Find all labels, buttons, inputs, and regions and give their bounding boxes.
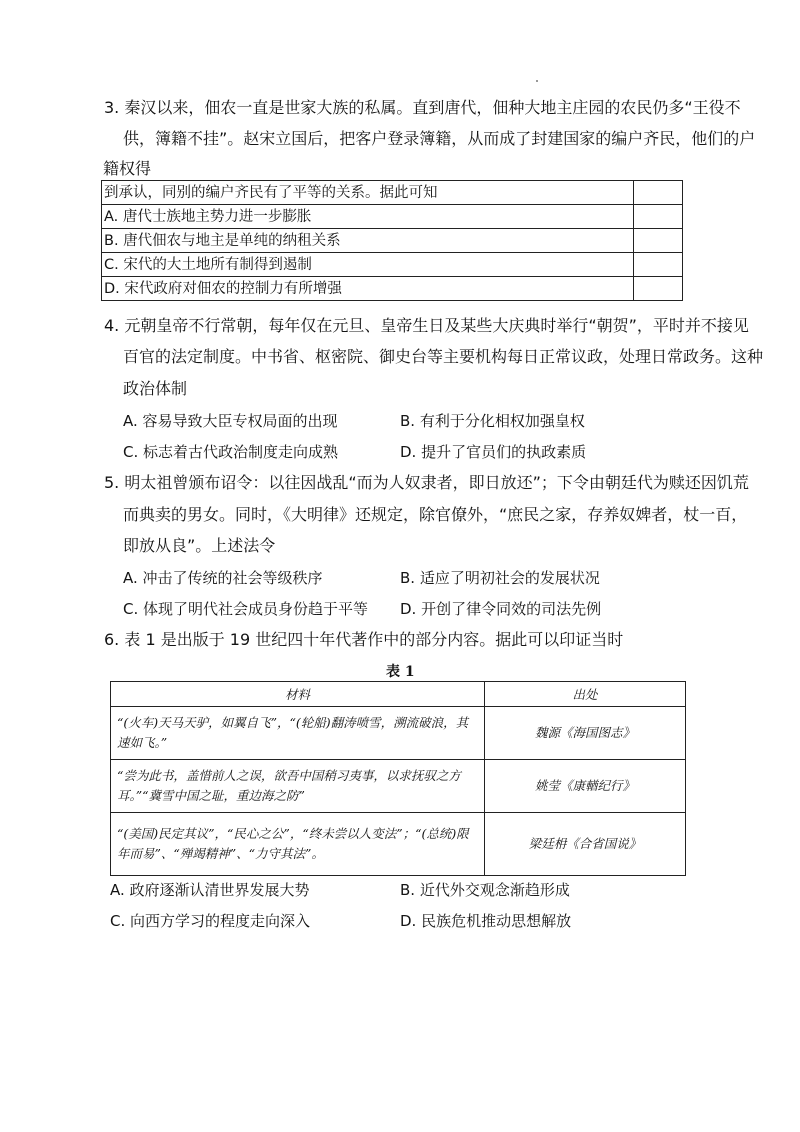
- answer-cell: [634, 253, 683, 277]
- q4-stem-line-2: 百官的法定制度。中书省、枢密院、御史台等主要机构每日正常议政，处理日常政务。这种: [123, 347, 764, 366]
- q3-stem-line-3: 籍权得: [103, 159, 152, 178]
- material-cell: “尝为此书，盖惜前人之误，欲吾中国稍习夷事，以求抚驭之方耳。”“冀雪中国之耻，重边海之防”: [111, 760, 485, 813]
- q6-option-b: B. 近代外交观念渐趋形成: [400, 881, 570, 899]
- q4-option-a: A. 容易导致大臣专权局面的出现: [123, 412, 338, 430]
- table-1: [110, 681, 686, 876]
- header-source: 出处: [485, 682, 686, 707]
- q5-option-b: B. 适应了明初社会的发展状况: [400, 569, 600, 587]
- q5-stem-line-1: 5. 明太祖曾颁布诏令：以往因战乱“而为人奴隶者，即日放还”；下令由朝廷代为赎还因饥荒: [104, 473, 749, 492]
- q3-option-d: D. 宋代政府对佃农的控制力有所增强: [102, 277, 634, 301]
- source-cell: 姚莹《康輶纪行》: [485, 760, 686, 813]
- table-row: [102, 205, 683, 229]
- table-1-title: 表 1: [386, 664, 415, 680]
- q3-options-table: [101, 180, 683, 301]
- table-row: [111, 760, 686, 813]
- answer-cell: [634, 229, 683, 253]
- table-row: [102, 181, 683, 205]
- q6-option-c: C. 向西方学习的程度走向深入: [110, 912, 311, 930]
- answer-cell: [634, 205, 683, 229]
- q5-option-d: D. 开创了律令同效的司法先例: [400, 600, 602, 618]
- q3-stem-continuation: 到承认，同别的编户齐民有了平等的关系。据此可知: [102, 181, 634, 205]
- q4-option-b: B. 有利于分化相权加强皇权: [400, 412, 585, 430]
- table-row: [111, 813, 686, 876]
- q5-stem-line-3: 即放从良”。上述法令: [123, 536, 276, 555]
- answer-cell: [634, 181, 683, 205]
- table-row: [102, 253, 683, 277]
- q4-option-d: D. 提升了官员们的执政素质: [400, 443, 587, 461]
- q5-stem-line-2: 而典卖的男女。同时，《大明律》还规定，除官僚外，“庶民之家，存养奴婢者，杖一百，: [123, 505, 748, 524]
- q3-option-a: A. 唐代士族地主势力进一步膨胀: [102, 205, 634, 229]
- material-cell: “(美国)民定其议”，“民心之公”，“终未尝以人变法”；“(总统)限年而易”、“殚竭精神”、“力守其法”。: [111, 813, 485, 876]
- header-material: 材料: [111, 682, 485, 707]
- q6-stem: 6. 表 1 是出版于 19 世纪四十年代著作中的部分内容。据此可以印证当时: [104, 630, 624, 649]
- q3-option-c: C. 宋代的大土地所有制得到遏制: [102, 253, 634, 277]
- q6-option-d: D. 民族危机推动思想解放: [400, 912, 572, 930]
- q3-option-b: B. 唐代佃农与地主是单纯的纳租关系: [102, 229, 634, 253]
- q6-option-a: A. 政府逐渐认清世界发展大势: [110, 881, 310, 899]
- table-row: [102, 229, 683, 253]
- q5-option-c: C. 体现了明代社会成员身份趋于平等: [123, 600, 369, 618]
- source-cell: 梁廷枏《合省国说》: [485, 813, 686, 876]
- q5-option-a: A. 冲击了传统的社会等级秩序: [123, 569, 323, 587]
- q4-stem-line-3: 政治体制: [123, 379, 188, 398]
- table-row: [111, 707, 686, 760]
- q3-stem-line-2: 供，簿籍不挂”。赵宋立国后，把客户登录簿籍，从而成了封建国家的编户齐民，他们的户: [123, 129, 756, 148]
- material-cell: “(火车)天马天驴，如翼自飞”，“(轮船)翻涛喷雪，溯流破浪，其速如飞。”: [111, 707, 485, 760]
- q4-stem-line-1: 4. 元朝皇帝不行常朝，每年仅在元旦、皇帝生日及某些大庆典时举行“朝贺”，平时并不接见: [104, 316, 749, 335]
- q4-option-c: C. 标志着古代政治制度走向成熟: [123, 443, 339, 461]
- table-header-row: [111, 682, 686, 707]
- answer-cell: [634, 277, 683, 301]
- source-cell: 魏源《海国图志》: [485, 707, 686, 760]
- q3-stem-line-1: 3. 秦汉以来，佃农一直是世家大族的私属。直到唐代，佃种大地主庄园的农民仍多“王役不: [104, 98, 741, 117]
- table-row: [102, 277, 683, 301]
- scan-speck: [536, 80, 538, 82]
